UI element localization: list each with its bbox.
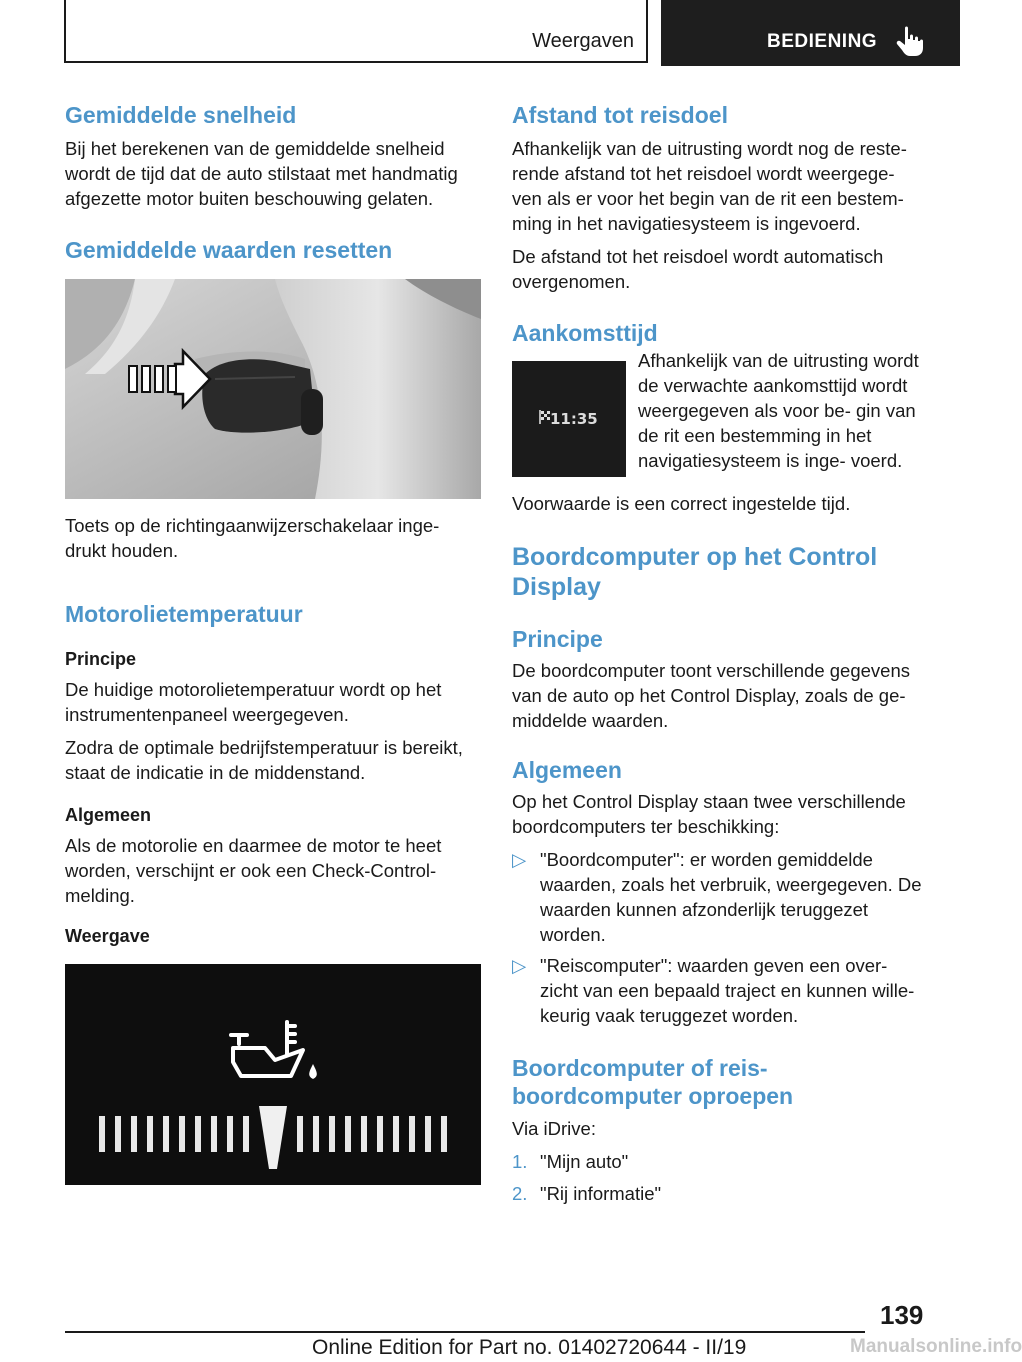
bullet-marker: ▷: [512, 849, 527, 870]
oil-drop-icon: [309, 1064, 317, 1079]
step-text: "Rij informatie": [540, 1183, 662, 1204]
text-reset-instruction: Toets op de richtingaanwijzerschakelaar inge- drukt houden.: [65, 515, 440, 561]
scale-bar: [409, 1116, 415, 1152]
scale-bar: [441, 1116, 447, 1152]
oil-temp-gauge-illustration: [65, 964, 481, 1185]
footer-edition: Online Edition for Part no. 01402720644 - II/19: [312, 1336, 747, 1359]
scale-bar: [377, 1116, 383, 1152]
text-principle-2: Zodra de optimale bedrijfstemperatuur is bereikt, staat de indicatie in de middenstand.: [65, 737, 463, 783]
header-chapter-tab: [661, 0, 960, 66]
text-distance-2: De afstand tot het reisdoel wordt automatisch overgenomen.: [512, 246, 884, 292]
page-header: [0, 0, 960, 66]
heading-general-right: Algemeen: [512, 757, 622, 783]
text-average-speed: Bij het berekenen van de gemiddelde snelheid wordt de tijd dat de auto stilstaat met handmatig afgezette motor buiten beschouwing gelaten.: [65, 138, 458, 209]
text-principle-right: De boordcomputer toont verschillende gegevens van de auto op het Control Display, zoals de ge- middelde waarden.: [512, 660, 910, 731]
arrival-time-block: [512, 348, 928, 483]
subheading-general: Algemeen: [65, 805, 152, 825]
step-number: 1.: [512, 1151, 528, 1172]
figure-oil-temp-gauge: [65, 964, 481, 1185]
scale-bar: [313, 1116, 319, 1152]
steps-list: [512, 1149, 928, 1206]
list-item: [512, 1181, 928, 1206]
text-via-idrive: Via iDrive:: [512, 1118, 596, 1139]
scale-bar: [99, 1116, 105, 1152]
heading-open-computer: Boordcomputer of reis- boordcomputer oproepen: [512, 1055, 794, 1109]
scale-bar: [163, 1116, 169, 1152]
scale-bar: [211, 1116, 217, 1152]
text-principle-1: De huidige motorolietemperatuur wordt op het instrumentenpaneel weergegeven.: [65, 679, 442, 725]
oil-temperature-icon: [231, 1022, 303, 1076]
scale-bar: [345, 1116, 351, 1152]
header-section-title: Weergaven: [532, 30, 634, 52]
temperature-pointer: [259, 1106, 287, 1169]
scale-bar: [195, 1116, 201, 1152]
arrival-time-value: 11:35: [550, 410, 598, 428]
heading-onboard-computer: Boordcomputer op het Control Display: [512, 543, 878, 601]
list-item: [512, 953, 928, 1028]
heading-distance-to-destination: Afstand tot reisdoel: [512, 102, 728, 128]
list-item-text: "Boordcomputer": er worden gemiddelde waarden, zoals het verbruik, weergegeven. De waarden kunnen afzonderlijk teruggezet worden.: [540, 849, 922, 945]
scale-bar: [393, 1116, 399, 1152]
list-item: [512, 1149, 928, 1174]
scale-bar: [179, 1116, 185, 1152]
scale-bar: [227, 1116, 233, 1152]
scale-bar: [131, 1116, 137, 1152]
bullet-marker: ▷: [512, 955, 527, 976]
subheading-display: Weergave: [65, 926, 150, 946]
scale-bar: [147, 1116, 153, 1152]
left-column: [65, 100, 481, 1185]
header-section-box: [64, 0, 648, 63]
list-item-text: "Reiscomputer": waarden geven een over- zicht van een bepaald traject en kunnen wille- keurig vaak teruggezet worden.: [540, 955, 915, 1026]
right-column: [512, 100, 928, 1206]
scale-bar: [243, 1116, 249, 1152]
page-number: 139: [880, 1300, 924, 1330]
text-arrival-time: Afhankelijk van de uitrusting wordt de verwachte aankomsttijd wordt weergegeven als voor be- gin van de rit een bestemming in het navigatiesysteem is inge- voerd.: [638, 350, 919, 471]
heading-reset-averages: Gemiddelde waarden resetten: [65, 237, 393, 263]
list-item: [512, 847, 928, 947]
footer-watermark: Manualsonline.info: [850, 1336, 1022, 1357]
text-condition: Voorwaarde is een correct ingestelde tijd.: [512, 493, 851, 514]
heading-principle-right: Principe: [512, 626, 603, 652]
footer-divider: [65, 1331, 865, 1333]
scale-bar: [115, 1116, 121, 1152]
scale-bar: [329, 1116, 335, 1152]
hand-pointer-icon: [893, 24, 927, 58]
text-general: Als de motorolie en daarmee de motor te heet worden, verschijnt er ook een Check-Control- melding.: [65, 835, 442, 906]
text-distance-1: Afhankelijk van de uitrusting wordt nog de reste- rende afstand tot het reisdoel wordt weergege- ven als er voor het begin van de rit een bestem- ming in het navigatiesysteem is ingevoerd.: [512, 138, 907, 234]
step-text: "Mijn auto": [540, 1151, 629, 1172]
scale-bar: [425, 1116, 431, 1152]
heading-arrival-time: Aankomsttijd: [512, 320, 658, 346]
heading-oil-temperature: Motorolietemperatuur: [65, 601, 303, 627]
figure-arrival-time: [512, 361, 626, 477]
scale-bar: [361, 1116, 367, 1152]
turn-signal-lever-illustration: [65, 279, 481, 499]
onboard-computer-list: [512, 847, 928, 1028]
step-number: 2.: [512, 1183, 528, 1204]
subheading-principle: Principe: [65, 649, 137, 669]
text-general-right: Op het Control Display staan twee verschillende boordcomputers ter beschikking:: [512, 791, 906, 837]
scale-bar: [297, 1116, 303, 1152]
figure-turn-signal-lever: [65, 279, 481, 499]
header-chapter-label: BEDIENING: [767, 31, 878, 52]
heading-average-speed: Gemiddelde snelheid: [65, 102, 297, 128]
